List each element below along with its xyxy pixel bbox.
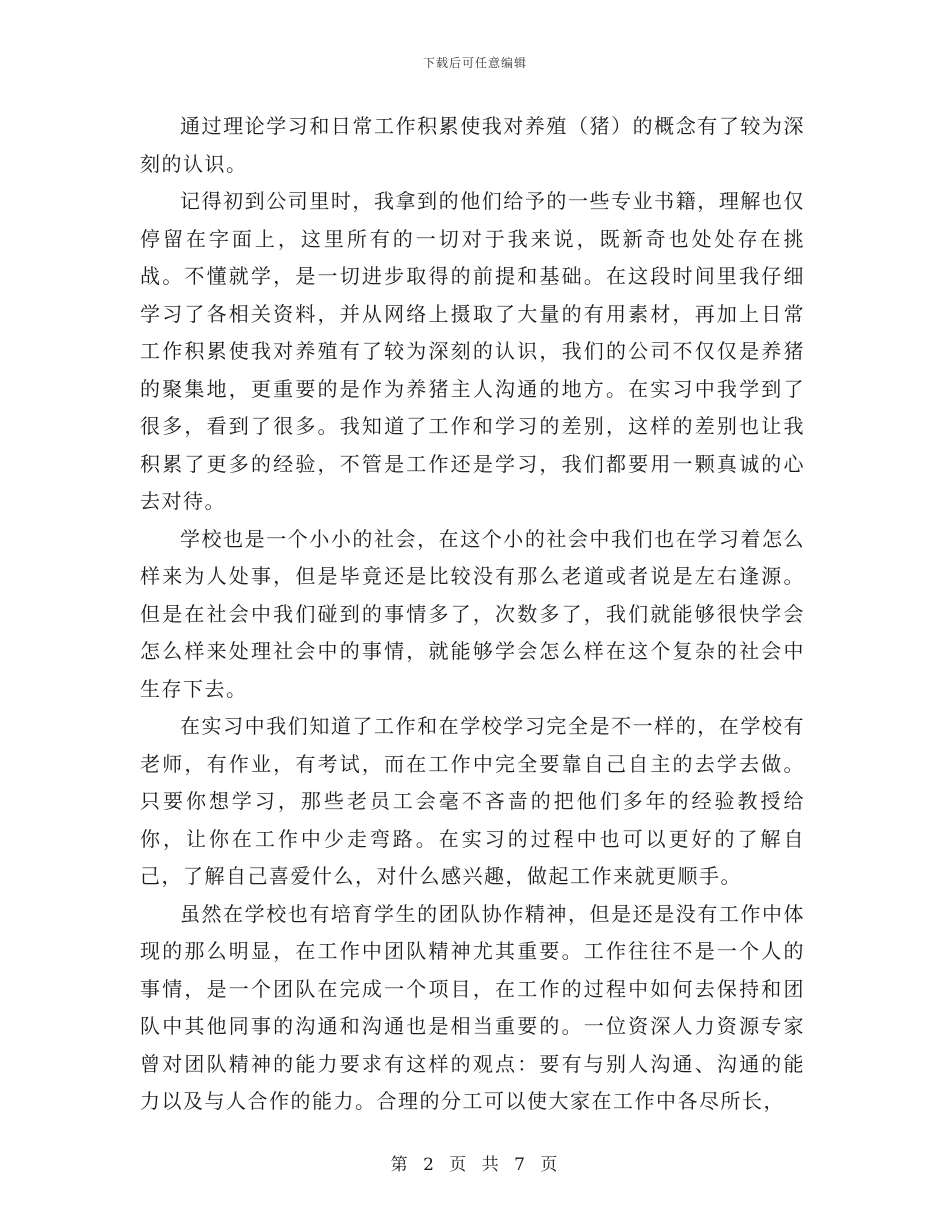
paragraph-3: 学校也是一个小小的社会，在这个小的社会中我们也在学习着怎么样来为人处事，但是毕竟还是比较没有那么老道或者说是左右逢源。但是在社会中我们碰到的事情多了，次数多了，我们就能够很快学会怎么样来处理社会中的事情，就能够学会怎么样在这个复杂的社会中生存下去。 [140, 526, 805, 701]
paragraph-5: 虽然在学校也有培育学生的团队协作精神，但是还是没有工作中体现的那么明显，在工作中团队精神尤其重要。工作往往不是一个人的事情，是一个团队在完成一个项目，在工作的过程中如何去保持和团队中其他同事的沟通和沟通也是相当重要的。一位资深人力资源专家曾对团队精神的能力要求有这样的观点：要有与别人沟通、沟通的能力以及与人合作的能力。合理的分工可以使大家在工作中各尽所长， [140, 901, 805, 1113]
paragraph-2: 记得初到公司里时，我拿到的他们给予的一些专业书籍，理解也仅停留在字面上，这里所有的一切对于我来说，既新奇也处处存在挑战。不懂就学，是一切进步取得的前提和基础。在这段时间里我仔细学习了各相关资料，并从网络上摄取了大量的有用素材，再加上日常工作积累使我对养殖有了较为深刻的认识，我们的公司不仅仅是养猪的聚集地，更重要的是作为养猪主人沟通的地方。在实习中我学到了很多，看到了很多。我知道了工作和学习的差别，这样的差别也让我积累了更多的经验，不管是工作还是学习，我们都要用一颗真诚的心去对待。 [140, 189, 805, 513]
page-header: 下载后可任意编辑 [422, 56, 527, 70]
document-body [140, 108, 805, 1121]
paragraph-1: 通过理论学习和日常工作积累使我对养殖（猪）的概念有了较为深刻的认识。 [140, 114, 805, 176]
page-number: 第 2 页 共 7 页 [390, 1155, 560, 1175]
paragraph-4: 在实习中我们知道了工作和在学校学习完全是不一样的，在学校有老师，有作业，有考试，而在工作中完全要靠自己自主的去学去做。只要你想学习，那些老员工会毫不吝啬的把他们多年的经验教授给你，让你在工作中少走弯路。在实习的过程中也可以更好的了解自己，了解自己喜爱什么，对什么感兴趣，做起工作来就更顺手。 [140, 714, 805, 888]
